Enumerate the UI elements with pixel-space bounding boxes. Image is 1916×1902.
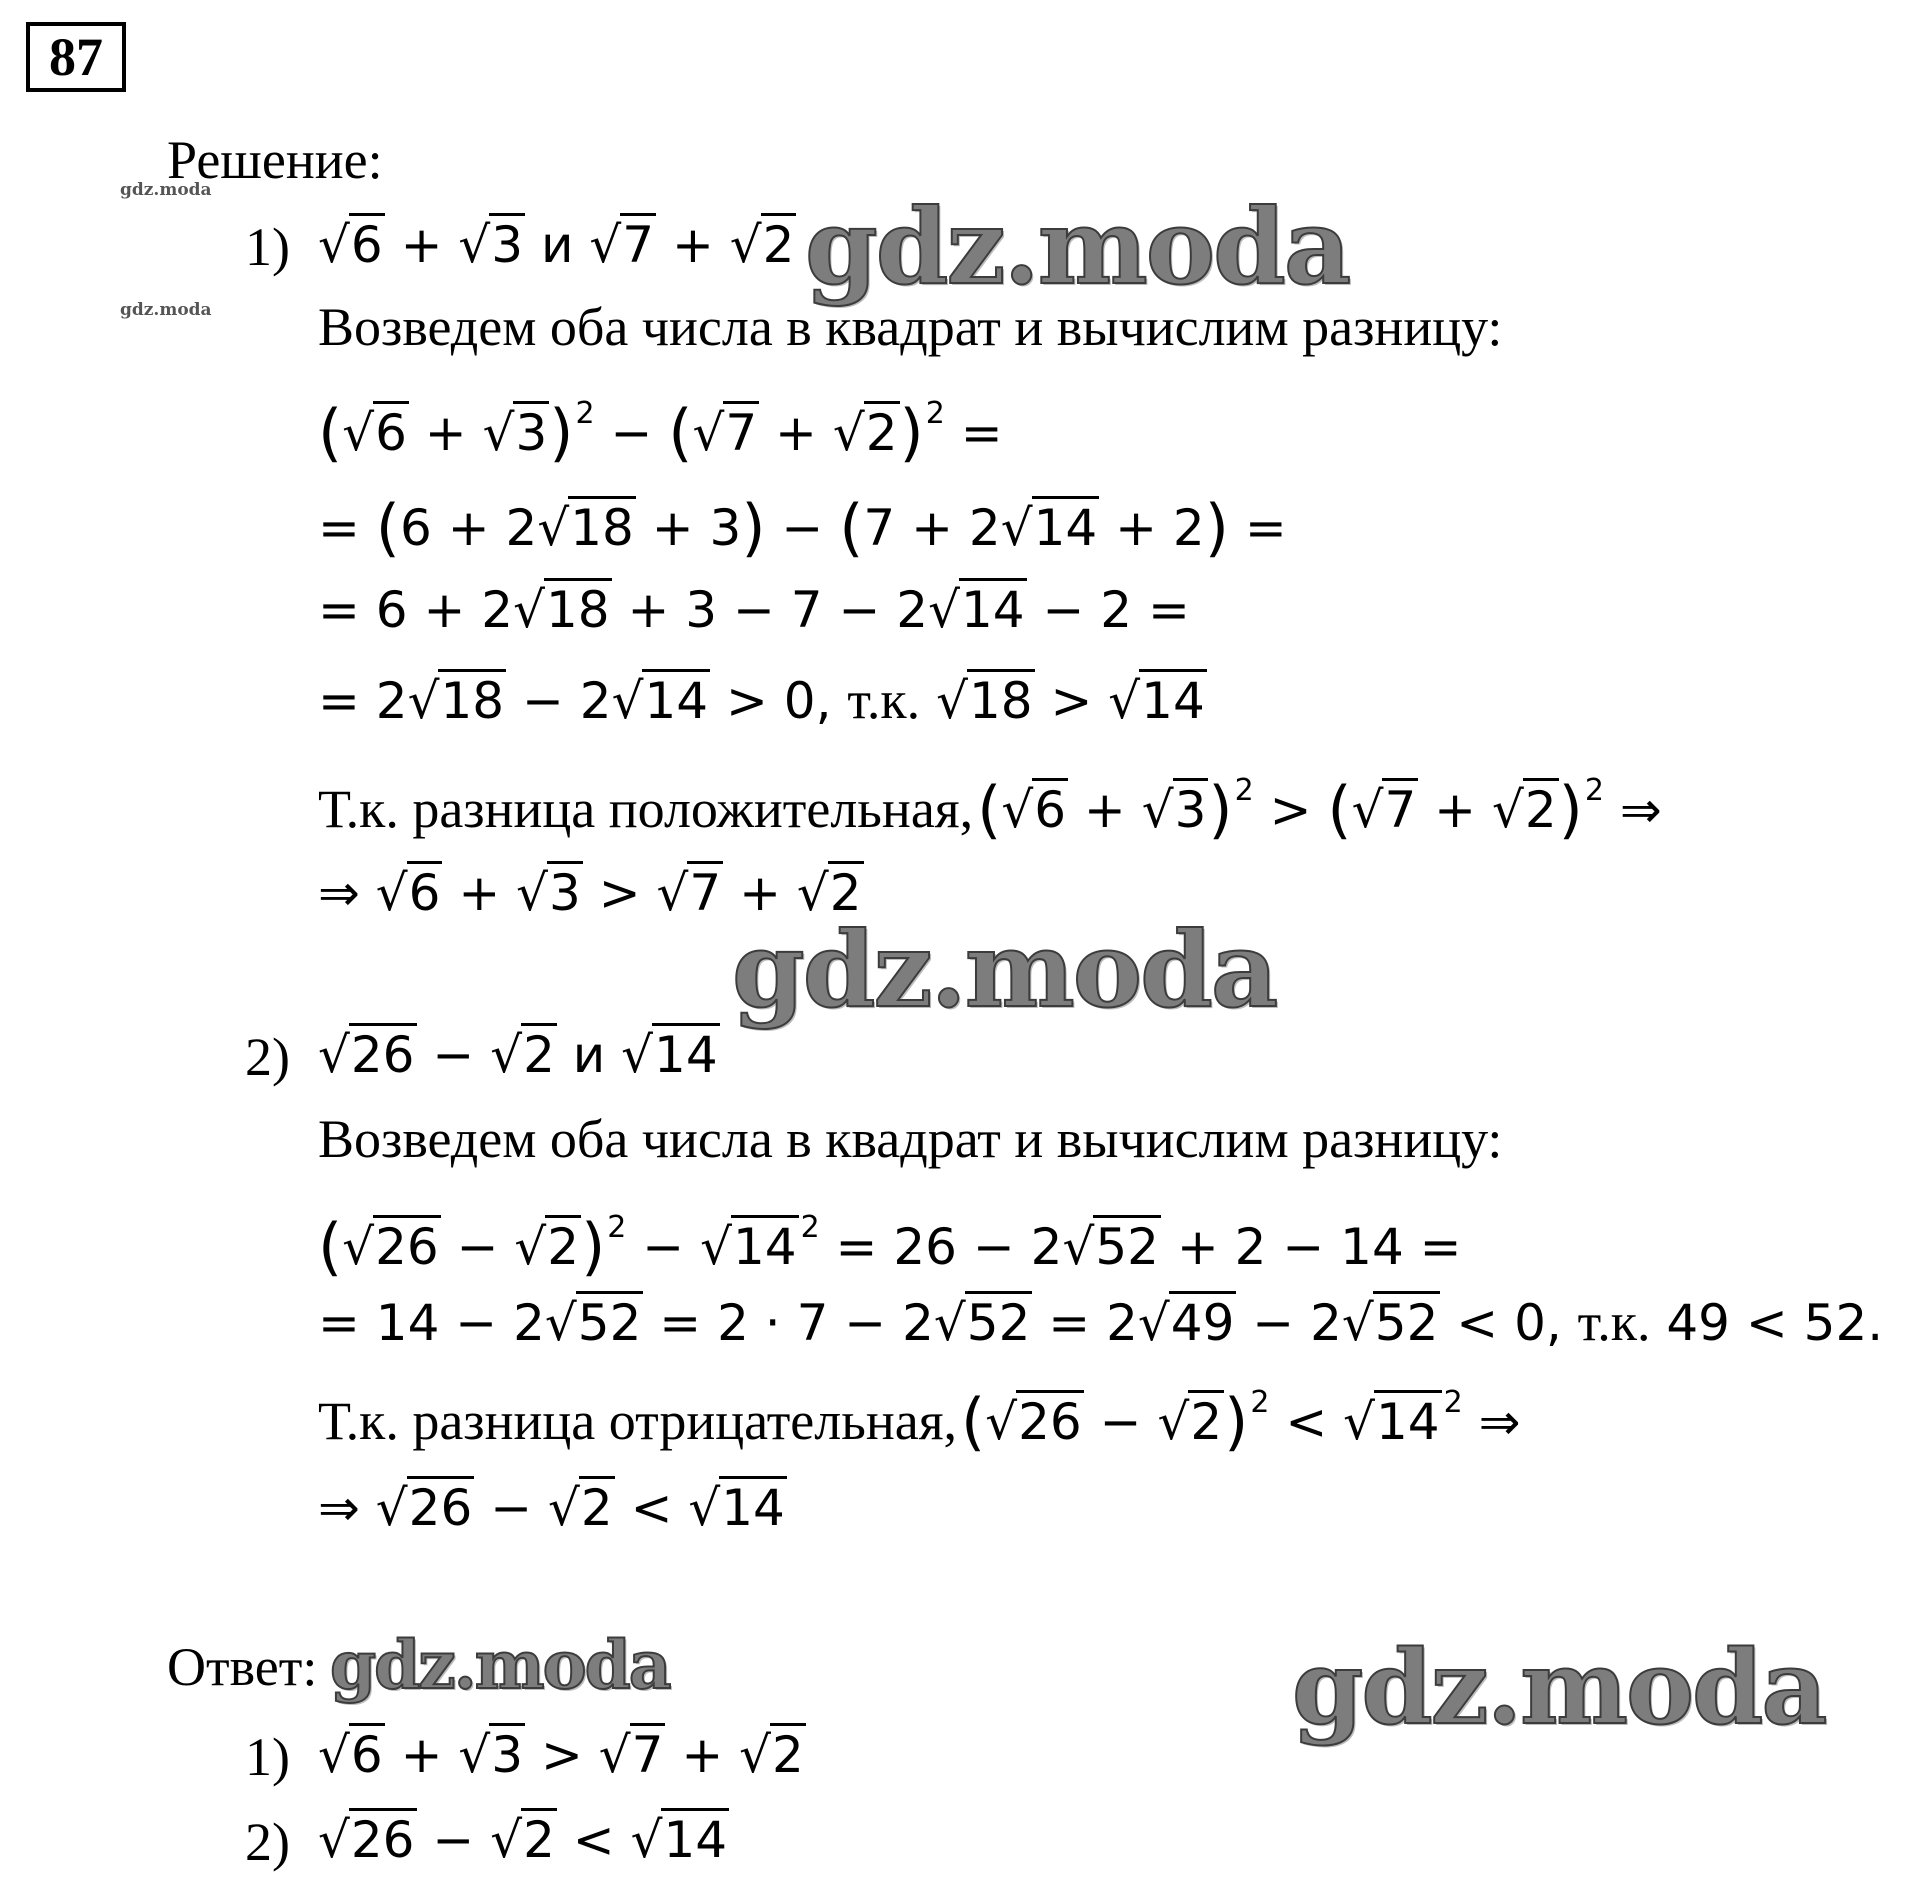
part2-statement: √26 − √2 и √14 [318,1030,720,1080]
part1-conclusion-text: Т.к. разница положительная, [318,779,974,839]
part1-intro: Возведем оба числа в квадрат и вычислим разницу: [318,297,1503,357]
part1-step4: = 2√18 − 2√14 > 0, т.к. √18 > √14 [318,670,1205,730]
watermark-logo: gdz.moda [732,908,1277,1031]
solution-heading: Решение: [167,130,383,190]
part1-conclusion [318,773,1662,846]
answer-item-1: √6 + √3 > √7 + √2 [318,1730,806,1780]
watermark-small: gdz.moda [120,180,212,200]
part2-conclusion-text: Т.к. разница отрицательная, [318,1391,958,1451]
part1-step3: = 6 + 2√18 + 3 − 7 − 2√14 − 2 = [318,585,1190,635]
part2-index: 2) [245,1027,290,1087]
part1-index: 1) [245,217,290,277]
watermark-logo: gdz.moda [805,185,1350,308]
watermark-logo: gdz.moda [330,1626,670,1704]
answer-heading: Ответ: [167,1637,318,1697]
part1-conclusion-math: $(√6 + √3)^2 > (√7 + √2)^2$ ⇒ [977,773,1662,846]
part1-step2: = (6 + 2√18 + 3) − (7 + 2√14 + 2) = [318,491,1287,564]
part2-conclusion-math: $(√26 - √2)^2 < √14$ $^2$ ⇒ [961,1385,1521,1458]
task-number: 87 [26,22,126,92]
watermark-logo: gdz.moda [1292,1628,1826,1748]
answer-item-2: √26 − √2 < √14 [318,1815,729,1865]
part2-step2: = 14 − 2√52 = 2 · 7 − 2√52 = 2√49 − 2√52 < 0, т.к. 49 < 52. [318,1292,1884,1352]
part2-conclusion [318,1385,1521,1458]
answer-index-2: 2) [245,1812,290,1872]
part2-step1: $(√26 - √2)^2 - √14$ $^2$ = 26 − 2√52 + 2 − 14 = [318,1210,1462,1283]
answer-index-1: 1) [245,1727,290,1787]
part1-statement: √6 + √3 и √7 + √2 [318,220,796,270]
part1-result: ⇒ √6 + √3 > √7 + √2 [318,868,864,918]
watermark-small: gdz.moda [120,300,212,320]
part1-step1: $(√6 + √3)^2 - (√7 + √2)^2$ = [318,396,1003,469]
part2-result: ⇒ √26 − √2 < √14 [318,1483,787,1533]
part2-intro: Возведем оба числа в квадрат и вычислим разницу: [318,1109,1503,1169]
